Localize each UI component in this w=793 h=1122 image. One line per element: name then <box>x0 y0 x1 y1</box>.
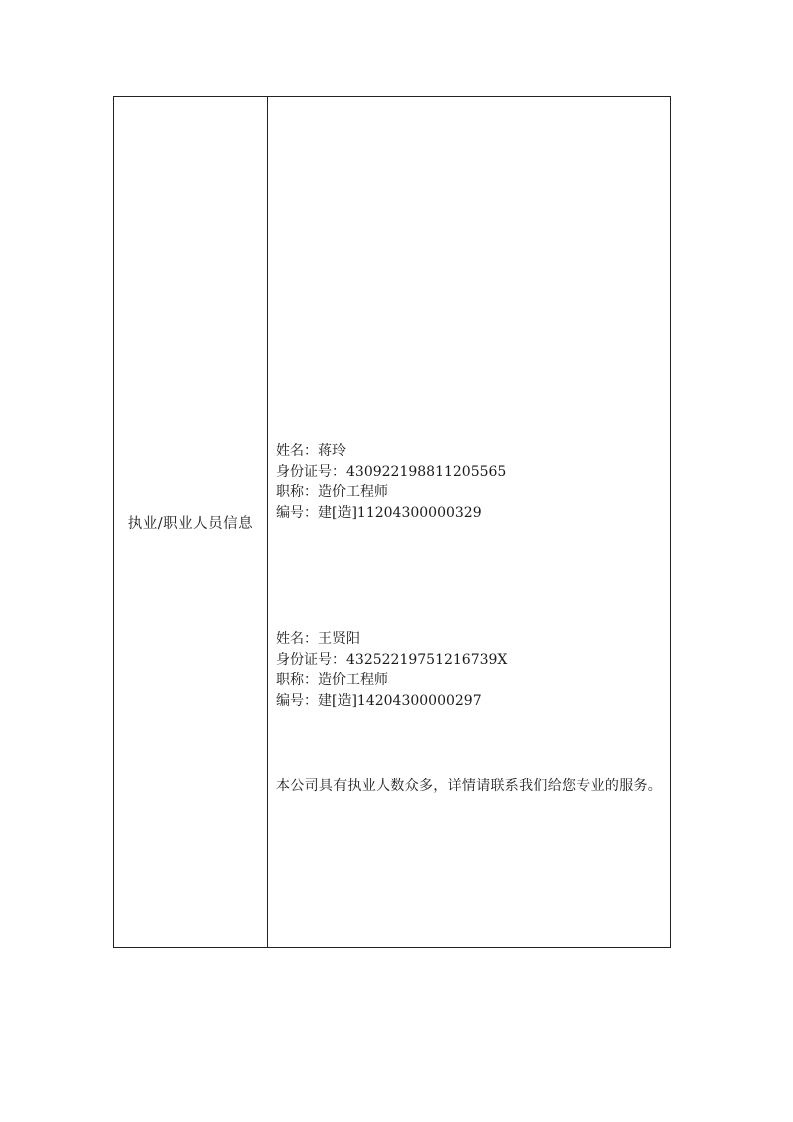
person-id-number: 身份证号：430922198811205565 <box>276 463 507 480</box>
person-id-number: 身份证号：43252219751216739X <box>276 651 508 668</box>
table-label-cell <box>114 97 268 947</box>
person-title: 职称：造价工程师 <box>276 484 388 500</box>
company-note: 本公司具有执业人数众多，详情请联系我们给您专业的服务。 <box>276 778 663 794</box>
person-registration-number: 编号：建[造]11204300000329 <box>276 504 482 521</box>
person-title: 职称：造价工程师 <box>276 672 388 688</box>
table-label: 执业/职业人员信息 <box>127 515 254 532</box>
person-name: 姓名：王贤阳 <box>276 631 360 647</box>
person-registration-number: 编号：建[造]14204300000297 <box>276 692 482 709</box>
person-name: 姓名：蒋玲 <box>276 443 346 459</box>
person-entry <box>276 629 507 711</box>
person-entry <box>276 441 506 523</box>
table-content-cell <box>268 97 670 947</box>
personnel-info-table <box>113 96 671 948</box>
